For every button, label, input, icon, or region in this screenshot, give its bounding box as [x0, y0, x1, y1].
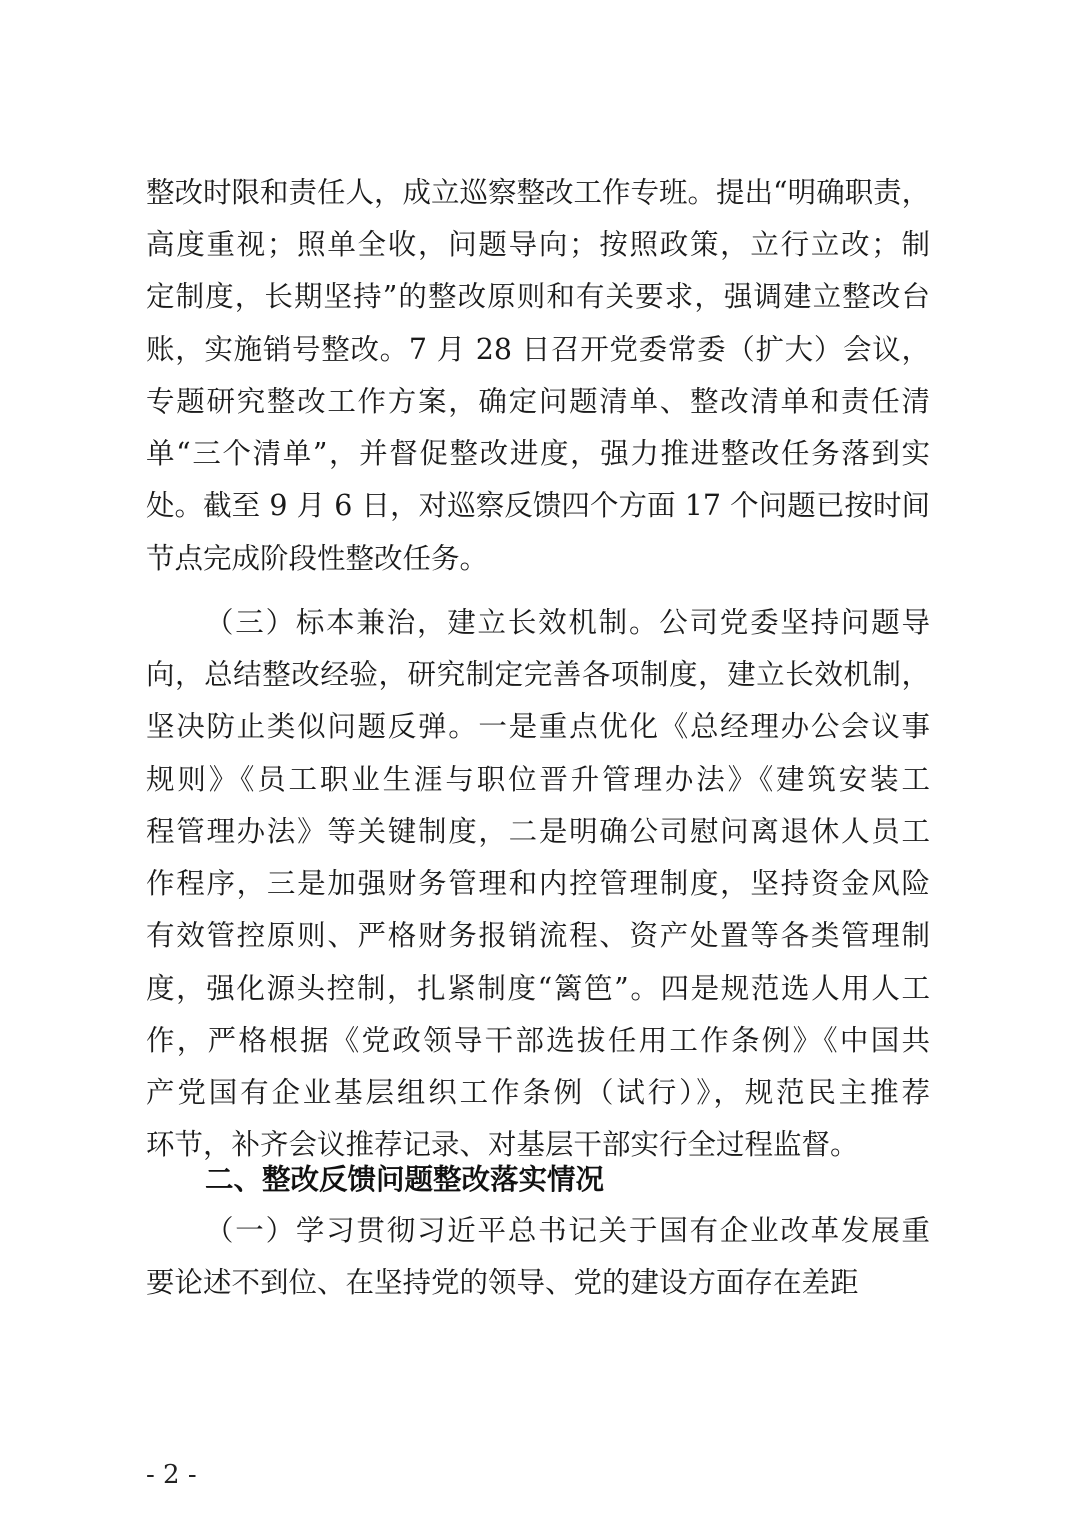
paragraph-2-line-10: 产党国有企业基层组织工作条例（试行）》，规范民主推荐	[146, 1076, 930, 1109]
section-heading: 二、整改反馈问题整改落实情况	[205, 1163, 605, 1196]
paragraph-2-line-6: 作程序，三是加强财务管理和内控管理制度，坚持资金风险	[146, 867, 930, 900]
paragraph-2-line-8: 度，强化源头控制，扎紧制度“篱笆”。四是规范选人用人工	[146, 972, 930, 1005]
paragraph-3-line-2: 要论述不到位、在坚持党的领导、党的建设方面存在差距	[146, 1266, 859, 1299]
paragraph-1-line-1: 整改时限和责任人，成立巡察整改工作专班。提出“明确职责，	[146, 176, 931, 209]
paragraph-1-line-6: 单“三个清单”，并督促整改进度，强力推进整改任务落到实	[146, 437, 930, 470]
paragraph-3-line-1: （一）学习贯彻习近平总书记关于国有企业改革发展重	[205, 1214, 930, 1247]
paragraph-2-line-3: 坚决防止类似问题反弹。一是重点优化《总经理办公会议事	[146, 710, 930, 743]
paragraph-2-line-11: 环节，补齐会议推荐记录、对基层干部实行全过程监督。	[146, 1128, 859, 1161]
paragraph-1-line-3: 定制度，长期坚持”的整改原则和有关要求，强调建立整改台	[146, 280, 930, 313]
paragraph-1-line-7: 处。截至 9 月 6 日，对巡察反馈四个方面 17 个问题已按时间	[146, 489, 930, 522]
paragraph-2-line-7: 有效管控原则、严格财务报销流程、资产处置等各类管理制	[146, 919, 930, 952]
paragraph-2-line-9: 作，严格根据《党政领导干部选拔任用工作条例》《中国共	[146, 1024, 930, 1057]
paragraph-2-line-2: 向，总结整改经验，研究制定完善各项制度，建立长效机制，	[146, 658, 930, 691]
paragraph-2-line-1: （三）标本兼治，建立长效机制。公司党委坚持问题导	[205, 606, 930, 639]
page-number: - 2 -	[146, 1460, 197, 1490]
paragraph-1-line-4: 账，实施销号整改。7 月 28 日召开党委常委（扩大）会议，	[146, 333, 930, 366]
paragraph-2-line-5: 程管理办法》等关键制度，二是明确公司慰问离退休人员工	[146, 815, 930, 848]
paragraph-1-line-8: 节点完成阶段性整改任务。	[146, 542, 489, 575]
paragraph-1-line-2: 高度重视；照单全收，问题导向；按照政策，立行立改；制	[146, 228, 930, 261]
paragraph-2-line-4: 规则》《员工职业生涯与职位晋升管理办法》《建筑安装工	[146, 763, 930, 796]
paragraph-1-line-5: 专题研究整改工作方案，确定问题清单、整改清单和责任清	[146, 385, 930, 418]
